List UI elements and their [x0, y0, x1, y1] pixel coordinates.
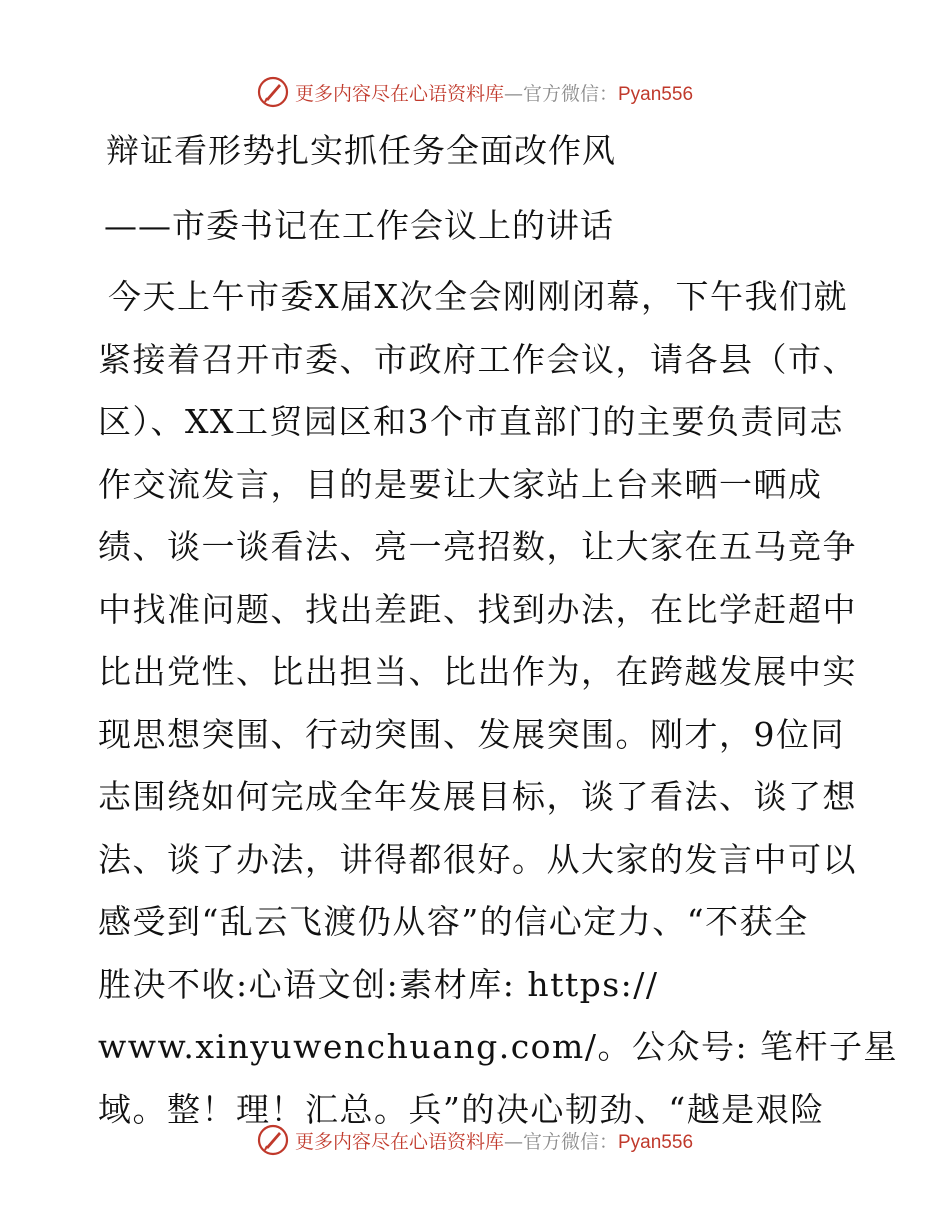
quill-logo-icon — [257, 76, 289, 108]
footer-banner — [0, 1120, 950, 1160]
header-banner — [0, 72, 950, 112]
body-line: 作交流发言，目的是要让大家站上台来晒一晒成 — [98, 464, 823, 504]
document-subtitle: ——市委书记在工作会议上的讲话 — [104, 206, 614, 245]
body-line: www.xinyuwenchuang.com/。公众号: 笔杆子星 — [98, 1027, 899, 1066]
body-line: 志围绕如何完成全年发展目标，谈了看法、谈了想 — [98, 777, 857, 816]
quill-logo-icon — [257, 1124, 289, 1156]
body-line: 胜决不收:心语文创:素材库: https:// — [98, 964, 659, 1004]
document-body — [98, 266, 899, 1141]
footer-banner-text: 更多内容尽在心语资料库—官方微信：Pyan556 — [294, 1130, 694, 1153]
body-line: 域。整！理！汇总。兵”的决心韧劲、“越是艰险 — [98, 1089, 825, 1129]
document-title: 辩证看形势扎实抓任务全面改作风 — [106, 131, 616, 170]
body-line: 法、谈了办法，讲得都很好。从大家的发言中可以 — [98, 839, 857, 879]
body-line: 现思想突围、行动突围、发展突围。刚才，9位同 — [98, 714, 845, 754]
body-line: 今天上午市委X届X次全会刚刚闭幕，下午我们就 — [108, 277, 848, 316]
body-line: 感受到“乱云飞渡仍从容”的信心定力、“不获全 — [98, 902, 809, 941]
body-line: 比出党性、比出担当、比出作为，在跨越发展中实 — [98, 652, 857, 691]
body-line: 区）、XX工贸园区和3个市直部门的主要负责同志 — [98, 402, 844, 441]
body-line: 绩、谈一谈看法、亮一亮招数，让大家在五马竞争 — [98, 527, 857, 566]
header-banner-text: 更多内容尽在心语资料库—官方微信：Pyan556 — [294, 82, 694, 105]
body-line: 紧接着召开市委、市政府工作会议，请各县（市、 — [98, 339, 857, 379]
body-line: 中找准问题、找出差距、找到办法，在比学赶超中 — [98, 589, 857, 629]
